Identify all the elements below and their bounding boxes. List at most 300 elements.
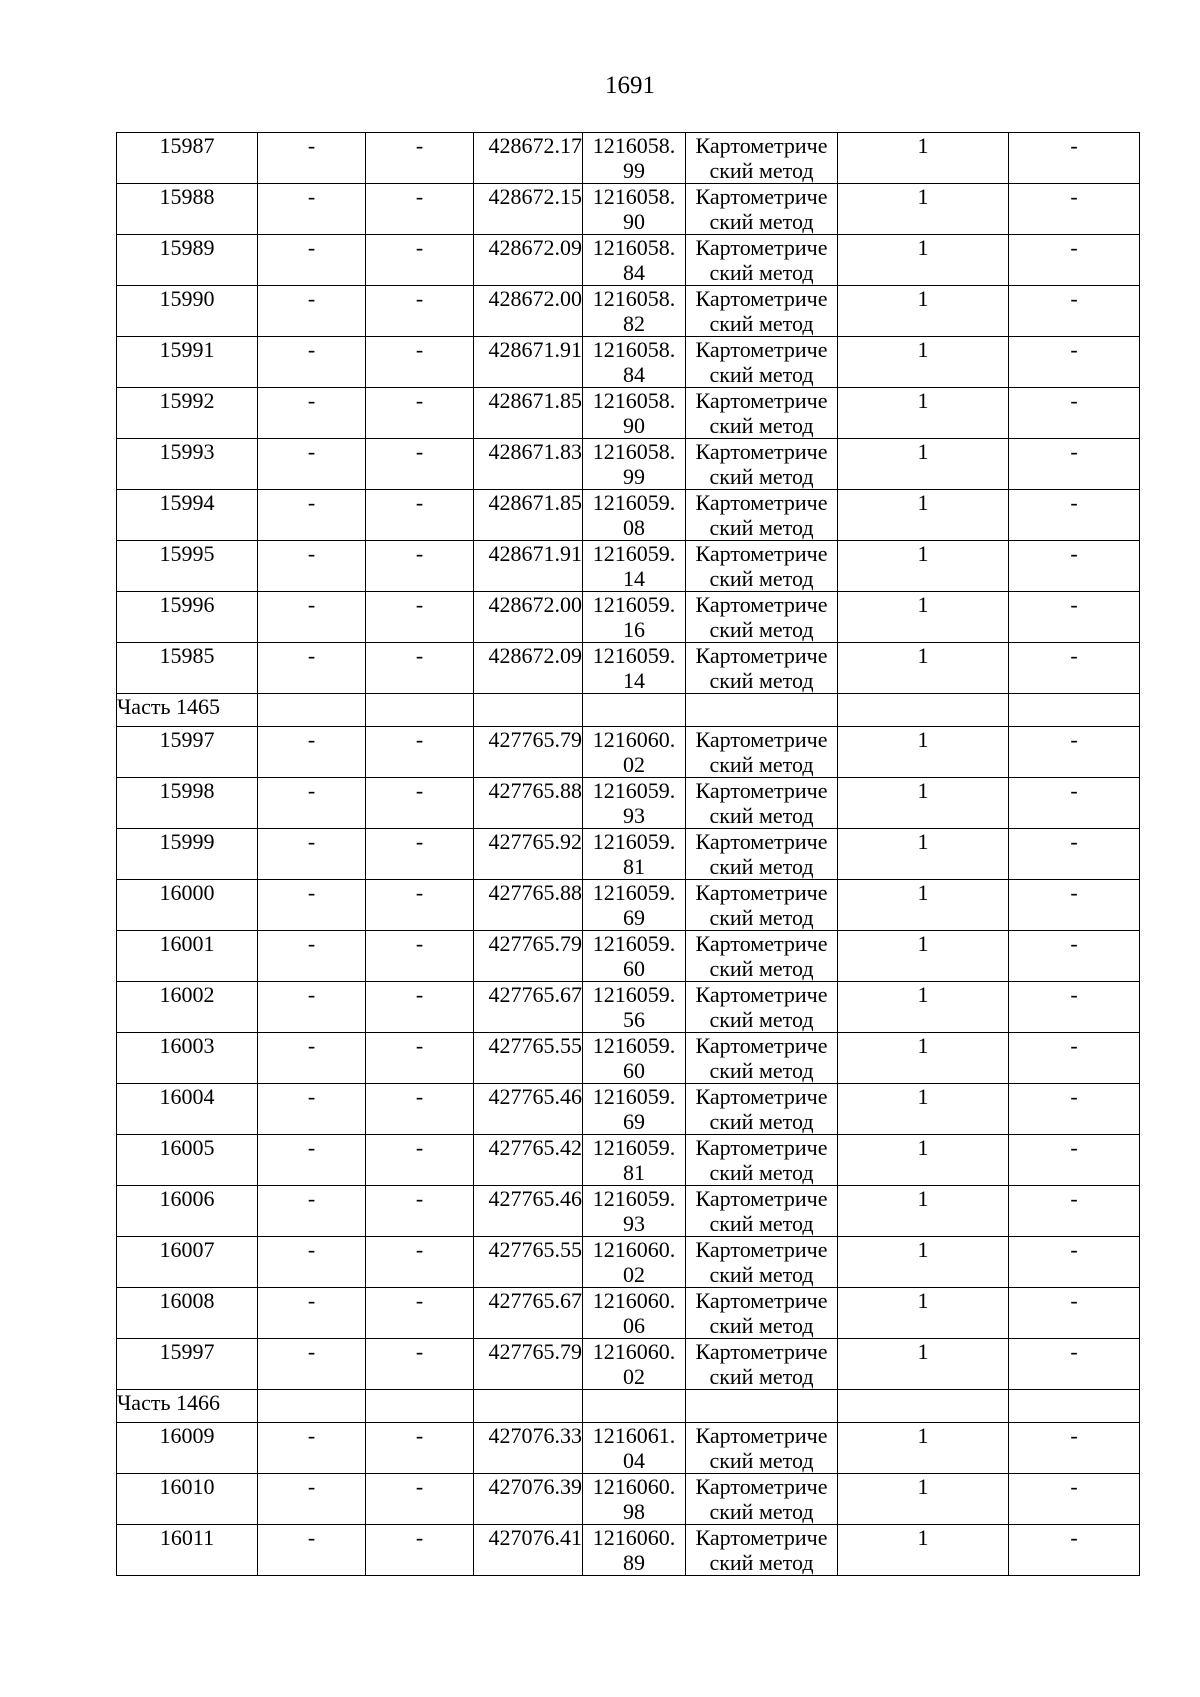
y-coordinate-cell [583, 490, 686, 541]
y-coordinate-part-2: 99 [623, 464, 645, 489]
y-coordinate-cell [583, 1033, 686, 1084]
y-coordinate-cell [583, 1084, 686, 1135]
x-coordinate-cell: 427765.79 [474, 727, 583, 778]
y-coordinate-part-2: 84 [623, 362, 645, 387]
description-cell: - [1009, 1135, 1140, 1186]
old-y-cell: - [366, 931, 474, 982]
description-cell: - [1009, 184, 1140, 235]
old-y-cell: - [366, 1186, 474, 1237]
old-x-cell: - [258, 829, 366, 880]
y-coordinate-cell [583, 1423, 686, 1474]
method-line-2: ский метод [709, 362, 814, 387]
table-row [117, 184, 1140, 235]
method-cell [686, 133, 838, 184]
table-row [117, 931, 1140, 982]
x-coordinate-cell: 427765.88 [474, 880, 583, 931]
method-line-2: ский метод [709, 311, 814, 336]
accuracy-cell: 1 [838, 829, 1009, 880]
point-number-cell: 16007 [117, 1237, 258, 1288]
old-y-cell: - [366, 184, 474, 235]
old-y-cell: - [366, 439, 474, 490]
y-coordinate-part-2: 89 [623, 1550, 645, 1575]
y-coordinate-cell [583, 829, 686, 880]
method-line-1: Картометриче [695, 982, 828, 1007]
old-x-cell: - [258, 133, 366, 184]
method-cell [686, 388, 838, 439]
old-y-cell: - [366, 490, 474, 541]
method-cell [686, 727, 838, 778]
method-line-1: Картометриче [695, 337, 828, 362]
y-coordinate-cell [583, 541, 686, 592]
empty-cell [1009, 1390, 1140, 1423]
method-line-2: ский метод [709, 905, 814, 930]
old-y-cell: - [366, 337, 474, 388]
empty-cell [258, 694, 366, 727]
x-coordinate-cell: 428672.00 [474, 592, 583, 643]
y-coordinate-cell [583, 1525, 686, 1576]
y-coordinate-cell [583, 286, 686, 337]
old-x-cell: - [258, 1288, 366, 1339]
y-coordinate-cell [583, 1135, 686, 1186]
point-number-cell: 15990 [117, 286, 258, 337]
x-coordinate-cell: 427076.33 [474, 1423, 583, 1474]
description-cell: - [1009, 1423, 1140, 1474]
y-coordinate-part-1: 1216058. [592, 235, 676, 260]
accuracy-cell: 1 [838, 592, 1009, 643]
y-coordinate-part-1: 1216059. [592, 778, 676, 803]
description-cell: - [1009, 829, 1140, 880]
method-line-1: Картометриче [695, 1084, 828, 1109]
old-y-cell: - [366, 982, 474, 1033]
method-line-1: Картометриче [695, 388, 828, 413]
x-coordinate-cell: 428671.91 [474, 337, 583, 388]
y-coordinate-part-1: 1216058. [592, 337, 676, 362]
coordinates-table [116, 132, 1140, 1576]
description-cell: - [1009, 1339, 1140, 1390]
y-coordinate-part-1: 1216059. [592, 1135, 676, 1160]
old-y-cell: - [366, 133, 474, 184]
accuracy-cell: 1 [838, 235, 1009, 286]
y-coordinate-part-2: 60 [623, 956, 645, 981]
x-coordinate-cell: 427765.55 [474, 1033, 583, 1084]
method-line-2: ский метод [709, 803, 814, 828]
description-cell: - [1009, 982, 1140, 1033]
old-y-cell: - [366, 1474, 474, 1525]
point-number-cell: 16010 [117, 1474, 258, 1525]
accuracy-cell: 1 [838, 643, 1009, 694]
method-line-1: Картометриче [695, 1525, 828, 1550]
empty-cell [366, 1390, 474, 1423]
y-coordinate-part-2: 69 [623, 1109, 645, 1134]
method-line-2: ский метод [709, 617, 814, 642]
empty-cell [686, 1390, 838, 1423]
y-coordinate-part-1: 1216059. [592, 1084, 676, 1109]
method-cell [686, 235, 838, 286]
method-line-1: Картометриче [695, 541, 828, 566]
accuracy-cell: 1 [838, 337, 1009, 388]
point-number-cell: 15985 [117, 643, 258, 694]
point-number-cell: 15994 [117, 490, 258, 541]
y-coordinate-part-1: 1216059. [592, 1186, 676, 1211]
method-line-2: ский метод [709, 1007, 814, 1032]
method-cell [686, 1186, 838, 1237]
table-row [117, 1186, 1140, 1237]
accuracy-cell: 1 [838, 184, 1009, 235]
description-cell: - [1009, 1033, 1140, 1084]
y-coordinate-cell [583, 778, 686, 829]
table-row [117, 1288, 1140, 1339]
old-y-cell: - [366, 1288, 474, 1339]
y-coordinate-part-2: 99 [623, 158, 645, 183]
empty-cell [1009, 694, 1140, 727]
method-cell [686, 1423, 838, 1474]
y-coordinate-part-1: 1216059. [592, 982, 676, 1007]
old-x-cell: - [258, 1474, 366, 1525]
method-cell [686, 1288, 838, 1339]
method-line-2: ский метод [709, 854, 814, 879]
old-x-cell: - [258, 184, 366, 235]
old-x-cell: - [258, 541, 366, 592]
table-row [117, 592, 1140, 643]
method-line-1: Картометриче [695, 1186, 828, 1211]
empty-cell [686, 694, 838, 727]
method-cell [686, 1084, 838, 1135]
point-number-cell: 15991 [117, 337, 258, 388]
y-coordinate-cell [583, 439, 686, 490]
method-cell [686, 541, 838, 592]
accuracy-cell: 1 [838, 1423, 1009, 1474]
method-cell [686, 1525, 838, 1576]
old-x-cell: - [258, 1423, 366, 1474]
method-line-1: Картометриче [695, 1237, 828, 1262]
old-y-cell: - [366, 778, 474, 829]
method-line-1: Картометриче [695, 643, 828, 668]
method-cell [686, 490, 838, 541]
table-row [117, 1525, 1140, 1576]
description-cell: - [1009, 880, 1140, 931]
old-x-cell: - [258, 592, 366, 643]
old-y-cell: - [366, 286, 474, 337]
description-cell: - [1009, 1084, 1140, 1135]
old-x-cell: - [258, 643, 366, 694]
y-coordinate-part-1: 1216059. [592, 829, 676, 854]
y-coordinate-part-1: 1216058. [592, 388, 676, 413]
old-y-cell: - [366, 829, 474, 880]
old-x-cell: - [258, 388, 366, 439]
old-x-cell: - [258, 337, 366, 388]
part-header-row [117, 694, 1140, 727]
method-line-1: Картометриче [695, 931, 828, 956]
point-number-cell: 16008 [117, 1288, 258, 1339]
point-number-cell: 15989 [117, 235, 258, 286]
y-coordinate-cell [583, 1186, 686, 1237]
y-coordinate-part-1: 1216060. [592, 727, 676, 752]
old-y-cell: - [366, 235, 474, 286]
old-x-cell: - [258, 1339, 366, 1390]
table-row [117, 829, 1140, 880]
point-number-cell: 16001 [117, 931, 258, 982]
description-cell: - [1009, 931, 1140, 982]
method-cell [686, 829, 838, 880]
method-line-2: ский метод [709, 413, 814, 438]
point-number-cell: 16011 [117, 1525, 258, 1576]
accuracy-cell: 1 [838, 982, 1009, 1033]
old-y-cell: - [366, 592, 474, 643]
method-cell [686, 982, 838, 1033]
y-coordinate-cell [583, 1288, 686, 1339]
method-line-2: ский метод [709, 752, 814, 777]
method-cell [686, 1135, 838, 1186]
method-line-2: ский метод [709, 1109, 814, 1134]
description-cell: - [1009, 1237, 1140, 1288]
point-number-cell: 15997 [117, 1339, 258, 1390]
method-line-2: ский метод [709, 158, 814, 183]
accuracy-cell: 1 [838, 286, 1009, 337]
y-coordinate-cell [583, 388, 686, 439]
old-y-cell: - [366, 1423, 474, 1474]
x-coordinate-cell: 427765.46 [474, 1084, 583, 1135]
x-coordinate-cell: 427765.67 [474, 982, 583, 1033]
point-number-cell: 16006 [117, 1186, 258, 1237]
old-x-cell: - [258, 1525, 366, 1576]
method-cell [686, 184, 838, 235]
method-line-2: ский метод [709, 1550, 814, 1575]
method-line-1: Картометриче [695, 829, 828, 854]
y-coordinate-part-2: 14 [623, 566, 645, 591]
table-row [117, 1474, 1140, 1525]
y-coordinate-part-1: 1216059. [592, 643, 676, 668]
y-coordinate-part-2: 93 [623, 803, 645, 828]
empty-cell [474, 694, 583, 727]
y-coordinate-part-1: 1216060. [592, 1474, 676, 1499]
old-x-cell: - [258, 1084, 366, 1135]
table-row [117, 982, 1140, 1033]
y-coordinate-part-2: 02 [623, 1364, 645, 1389]
accuracy-cell: 1 [838, 1288, 1009, 1339]
y-coordinate-part-1: 1216061. [592, 1423, 676, 1448]
method-line-1: Картометриче [695, 727, 828, 752]
method-cell [686, 931, 838, 982]
y-coordinate-part-1: 1216059. [592, 541, 676, 566]
x-coordinate-cell: 428671.85 [474, 388, 583, 439]
y-coordinate-part-1: 1216060. [592, 1237, 676, 1262]
method-line-2: ский метод [709, 1499, 814, 1524]
method-line-1: Картометриче [695, 439, 828, 464]
accuracy-cell: 1 [838, 133, 1009, 184]
table-row [117, 439, 1140, 490]
old-y-cell: - [366, 388, 474, 439]
method-line-2: ский метод [709, 1058, 814, 1083]
description-cell: - [1009, 643, 1140, 694]
old-x-cell: - [258, 931, 366, 982]
x-coordinate-cell: 427765.42 [474, 1135, 583, 1186]
method-line-2: ский метод [709, 260, 814, 285]
point-number-cell: 15993 [117, 439, 258, 490]
table-row [117, 337, 1140, 388]
point-number-cell: 16004 [117, 1084, 258, 1135]
method-cell [686, 1033, 838, 1084]
old-x-cell: - [258, 1033, 366, 1084]
x-coordinate-cell: 427765.79 [474, 1339, 583, 1390]
x-coordinate-cell: 428672.17 [474, 133, 583, 184]
accuracy-cell: 1 [838, 727, 1009, 778]
accuracy-cell: 1 [838, 1033, 1009, 1084]
old-y-cell: - [366, 1339, 474, 1390]
point-number-cell: 16005 [117, 1135, 258, 1186]
accuracy-cell: 1 [838, 439, 1009, 490]
description-cell: - [1009, 235, 1140, 286]
y-coordinate-part-2: 90 [623, 413, 645, 438]
accuracy-cell: 1 [838, 1186, 1009, 1237]
y-coordinate-part-2: 08 [623, 515, 645, 540]
method-line-2: ский метод [709, 1160, 814, 1185]
y-coordinate-part-1: 1216060. [592, 1525, 676, 1550]
x-coordinate-cell: 428671.91 [474, 541, 583, 592]
x-coordinate-cell: 427765.88 [474, 778, 583, 829]
old-y-cell: - [366, 541, 474, 592]
description-cell: - [1009, 1474, 1140, 1525]
method-line-2: ский метод [709, 1262, 814, 1287]
point-number-cell: 15999 [117, 829, 258, 880]
description-cell: - [1009, 439, 1140, 490]
empty-cell [474, 1390, 583, 1423]
empty-cell [583, 1390, 686, 1423]
y-coordinate-cell [583, 880, 686, 931]
old-x-cell: - [258, 439, 366, 490]
empty-cell [258, 1390, 366, 1423]
method-line-2: ский метод [709, 956, 814, 981]
y-coordinate-part-2: 93 [623, 1211, 645, 1236]
y-coordinate-cell [583, 592, 686, 643]
method-line-2: ский метод [709, 209, 814, 234]
table-row [117, 778, 1140, 829]
description-cell: - [1009, 541, 1140, 592]
x-coordinate-cell: 427765.67 [474, 1288, 583, 1339]
accuracy-cell: 1 [838, 388, 1009, 439]
old-x-cell: - [258, 1237, 366, 1288]
accuracy-cell: 1 [838, 1135, 1009, 1186]
method-cell [686, 1474, 838, 1525]
x-coordinate-cell: 427765.55 [474, 1237, 583, 1288]
method-line-2: ский метод [709, 668, 814, 693]
point-number-cell: 15996 [117, 592, 258, 643]
y-coordinate-part-1: 1216059. [592, 592, 676, 617]
old-x-cell: - [258, 1135, 366, 1186]
accuracy-cell: 1 [838, 880, 1009, 931]
y-coordinate-cell [583, 337, 686, 388]
method-cell [686, 439, 838, 490]
old-y-cell: - [366, 1033, 474, 1084]
method-line-2: ский метод [709, 1211, 814, 1236]
y-coordinate-part-2: 81 [623, 854, 645, 879]
old-y-cell: - [366, 1237, 474, 1288]
point-number-cell: 15987 [117, 133, 258, 184]
method-line-2: ский метод [709, 515, 814, 540]
y-coordinate-part-2: 60 [623, 1058, 645, 1083]
method-cell [686, 592, 838, 643]
description-cell: - [1009, 337, 1140, 388]
x-coordinate-cell: 427765.92 [474, 829, 583, 880]
table-row [117, 1339, 1140, 1390]
old-y-cell: - [366, 1135, 474, 1186]
y-coordinate-cell [583, 643, 686, 694]
method-line-1: Картометриче [695, 1288, 828, 1313]
y-coordinate-part-1: 1216059. [592, 1033, 676, 1058]
accuracy-cell: 1 [838, 778, 1009, 829]
old-y-cell: - [366, 1084, 474, 1135]
method-line-2: ский метод [709, 566, 814, 591]
y-coordinate-part-1: 1216058. [592, 439, 676, 464]
empty-cell [838, 694, 1009, 727]
old-x-cell: - [258, 982, 366, 1033]
empty-cell [583, 694, 686, 727]
table-row [117, 133, 1140, 184]
method-cell [686, 1237, 838, 1288]
old-x-cell: - [258, 286, 366, 337]
y-coordinate-cell [583, 931, 686, 982]
table-row [117, 1237, 1140, 1288]
y-coordinate-part-2: 06 [623, 1313, 645, 1338]
x-coordinate-cell: 427076.41 [474, 1525, 583, 1576]
description-cell: - [1009, 388, 1140, 439]
table-row [117, 643, 1140, 694]
y-coordinate-cell [583, 982, 686, 1033]
old-x-cell: - [258, 1186, 366, 1237]
old-x-cell: - [258, 490, 366, 541]
description-cell: - [1009, 1525, 1140, 1576]
method-line-1: Картометриче [695, 1135, 828, 1160]
old-y-cell: - [366, 643, 474, 694]
description-cell: - [1009, 1288, 1140, 1339]
point-number-cell: 16002 [117, 982, 258, 1033]
method-line-1: Картометриче [695, 286, 828, 311]
old-y-cell: - [366, 727, 474, 778]
table-row [117, 1084, 1140, 1135]
point-number-cell: 15997 [117, 727, 258, 778]
part-label: Часть 1466 [117, 1390, 258, 1423]
x-coordinate-cell: 428672.00 [474, 286, 583, 337]
description-cell: - [1009, 592, 1140, 643]
method-cell [686, 1339, 838, 1390]
method-line-1: Картометриче [695, 184, 828, 209]
accuracy-cell: 1 [838, 1237, 1009, 1288]
accuracy-cell: 1 [838, 1525, 1009, 1576]
y-coordinate-part-2: 02 [623, 752, 645, 777]
y-coordinate-part-1: 1216059. [592, 490, 676, 515]
x-coordinate-cell: 428671.83 [474, 439, 583, 490]
description-cell: - [1009, 490, 1140, 541]
x-coordinate-cell: 428672.09 [474, 643, 583, 694]
description-cell: - [1009, 286, 1140, 337]
y-coordinate-part-1: 1216058. [592, 133, 676, 158]
old-x-cell: - [258, 778, 366, 829]
y-coordinate-part-1: 1216059. [592, 931, 676, 956]
y-coordinate-cell [583, 235, 686, 286]
method-line-1: Картометриче [695, 1339, 828, 1364]
y-coordinate-part-2: 16 [623, 617, 645, 642]
point-number-cell: 15992 [117, 388, 258, 439]
y-coordinate-cell [583, 133, 686, 184]
y-coordinate-part-1: 1216060. [592, 1288, 676, 1313]
y-coordinate-part-2: 04 [623, 1448, 645, 1473]
method-line-1: Картометриче [695, 592, 828, 617]
table-row [117, 286, 1140, 337]
empty-cell [366, 694, 474, 727]
old-x-cell: - [258, 235, 366, 286]
method-cell [686, 337, 838, 388]
old-x-cell: - [258, 880, 366, 931]
method-line-1: Картометриче [695, 1474, 828, 1499]
